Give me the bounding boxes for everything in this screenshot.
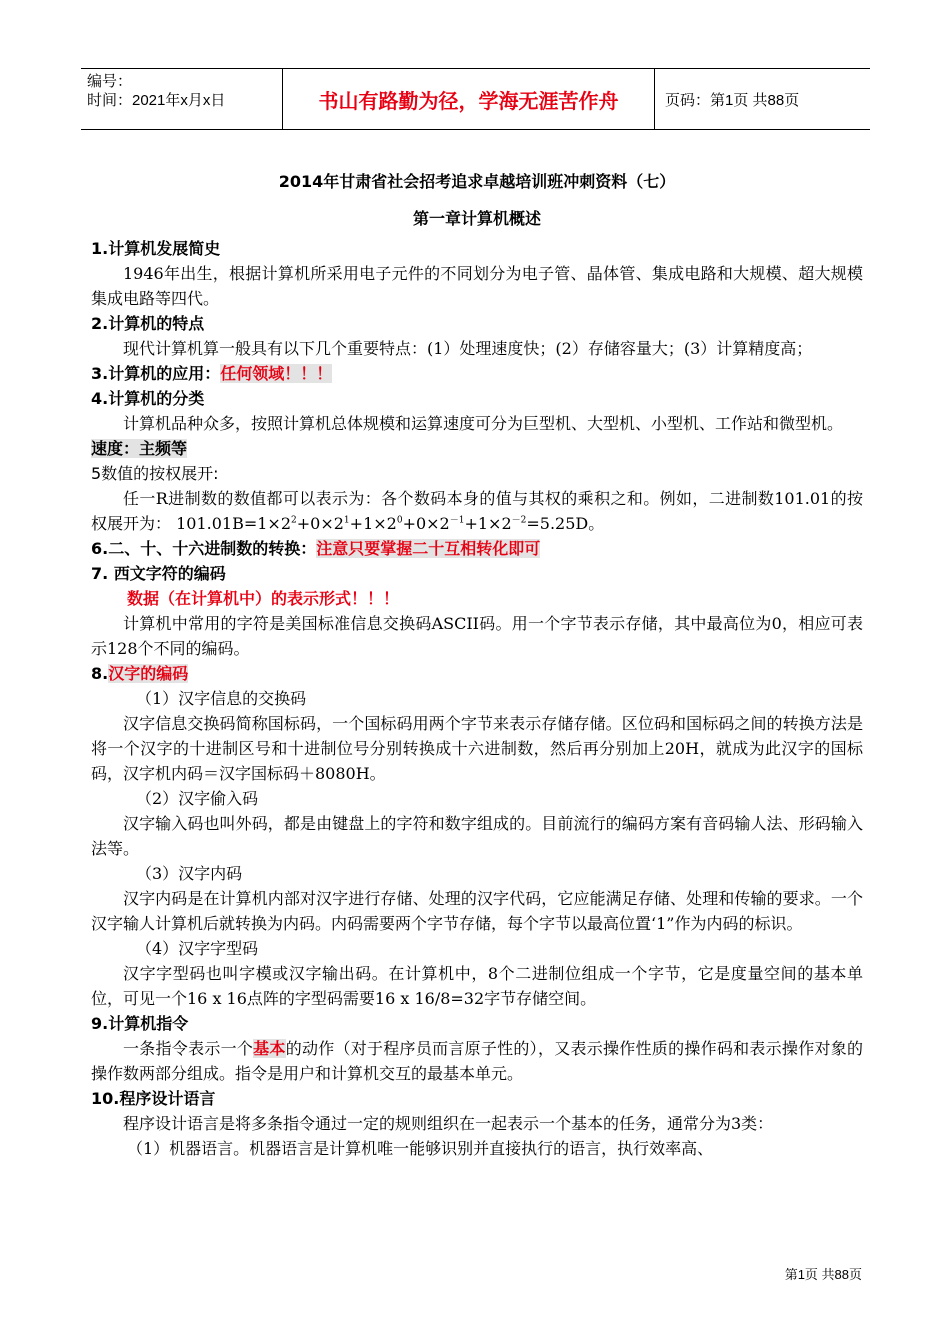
- section-7-note: 数据（在计算机中）的表示形式！！！: [127, 589, 400, 608]
- formula-part-e: +1×2: [464, 514, 512, 533]
- section-9-body-a: 一条指令表示一个: [123, 1039, 254, 1058]
- section-8-body-3: 汉字内码是在计算机内部对汉字进行存储、处理的汉字代码，它应能满足存储、处理和传输的要求。一个汉字输人计算机后就转换为内码。内码需要两个字节存储，每个字节以最高位置‘1”作为内码的标识。: [91, 889, 863, 933]
- section-3-heading: [91, 361, 863, 386]
- section-2-heading: 2.计算机的特点: [91, 314, 205, 333]
- section-7-heading: 7. 西文字符的编码: [91, 564, 226, 583]
- section-9-highlight: 基本: [253, 1039, 286, 1058]
- section-5-body: [91, 486, 863, 536]
- formula-part-d: +0×2: [402, 514, 450, 533]
- section-10-sub-1: （1）机器语言。机器语言是计算机唯一能够识别并直接执行的语言，执行效率高、: [127, 1139, 714, 1158]
- section-5-heading: 5数值的按权展开:: [91, 464, 219, 483]
- section-10-body: 程序设计语言是将多条指令通过一定的规则组织在一起表示一个基本的任务，通常分为3类：: [123, 1114, 774, 1133]
- section-8-body-4: 汉字字型码也叫字模或汉字输出码。在计算机中，8个二进制位组成一个字节，它是度量空间的基本单位，可见一个16 x 16点阵的字型码需要16 x 16/8=32字节存储空间。: [91, 964, 863, 1008]
- section-1-heading: 1.计算机发展简史: [91, 239, 221, 258]
- formula-exp-3: 0: [396, 515, 403, 526]
- formula-exp-4: －1: [449, 515, 465, 526]
- speed-note-text: 速度：主频等: [91, 439, 188, 458]
- section-8-number: 8.: [91, 664, 109, 683]
- section-8-body-1: 汉字信息交换码简称国标码，一个国标码用两个字节来表示存储存储。区位码和国标码之间的转换方法是将一个汉字的十进制区号和十进制位号分别转换成十六进制数，然后再分别加上20H，就成为此汉字的国标码，汉字机内码＝汉字国标码＋8080H。: [91, 714, 863, 783]
- section-6-heading: [91, 536, 863, 561]
- formula-part-c: +1×2: [349, 514, 397, 533]
- time-label: 时间：2021年x月x日: [87, 92, 226, 109]
- section-10-heading: 10.程序设计语言: [91, 1089, 216, 1108]
- number-label: 编号：: [87, 73, 133, 90]
- section-9-heading: 9.计算机指令: [91, 1014, 189, 1033]
- section-8-sub-2: （2）汉字偷入码: [136, 789, 259, 808]
- section-8-title: 汉字的编码: [108, 664, 189, 683]
- header-page-info: 页码：第1页 共88页: [665, 91, 800, 109]
- section-8-heading: [91, 661, 863, 686]
- section-3-title: 3.计算机的应用：: [91, 364, 221, 383]
- section-9-body: [91, 1036, 863, 1086]
- section-2-body: 现代计算机算一般具有以下几个重要特点：(1）处理速度快；(2）存储容量大；(3）计算精度高；: [123, 339, 813, 358]
- section-3-note: 任何领域！！！: [220, 364, 333, 383]
- section-6-note: 注意只要掌握二十互相转化即可: [316, 539, 541, 558]
- formula-part-f: =5.25D。: [526, 514, 605, 533]
- formula-part-b: +0×2: [296, 514, 344, 533]
- page-header-table: [81, 68, 870, 130]
- document-body: [91, 168, 863, 1161]
- document-title: 2014年甘肃省社会招考追求卓越培训班冲刺资料（七）: [278, 172, 676, 191]
- chapter-title: 第一章计算机概述: [412, 209, 541, 228]
- section-4-body: 计算机品种众多，按照计算机总体规模和运算速度可分为巨型机、大型机、小型机、工作站和微型机。: [123, 414, 844, 433]
- section-1-body: 1946年出生，根据计算机所采用电子元件的不同划分为电子管、晶体管、集成电路和大规模、超大规模集成电路等四代。: [91, 264, 863, 308]
- section-9-body-b: 的动作（对于程序员而言原子性的），又表示操作性质的操作码和表示操作对象的操作数两部分组成。指令是用户和计算机交互的最基本单元。: [91, 1039, 863, 1083]
- section-8-sub-3: （3）汉字内码: [136, 864, 243, 883]
- section-8-body-2: 汉字输入码也叫外码，都是由键盘上的字符和数字组成的。目前流行的编码方案有音码输人法、形码输入法等。: [91, 814, 863, 858]
- formula-part-a: 任一R进制数的数值都可以表示为：各个数码本身的值与其权的乘积之和。例如，二进制数101.01的按权展开为： 101.01B=1×2: [91, 489, 863, 533]
- page-footer: 第1页 共88页: [784, 1267, 862, 1282]
- section-4-heading: 4.计算机的分类: [91, 389, 205, 408]
- speed-note: [91, 436, 863, 461]
- header-left-cell: [81, 69, 283, 129]
- formula-exp-1: 2: [291, 515, 297, 526]
- section-8-sub-4: （4）汉字字型码: [136, 939, 259, 958]
- section-8-sub-1: （1）汉字信息的交换码: [136, 689, 307, 708]
- section-7-body: 计算机中常用的字符是美国标准信息交换码ASCII码。用一个字节表示存储，其中最高位为0，相应可表示128个不同的编码。: [91, 614, 863, 658]
- section-6-title: 6.二、十、十六进制数的转换：: [91, 539, 317, 558]
- formula-exp-5: －2: [511, 515, 527, 526]
- header-motto: 书山有路勤为径，学海无涯苦作舟: [283, 69, 655, 129]
- formula-exp-2: 1: [343, 515, 350, 526]
